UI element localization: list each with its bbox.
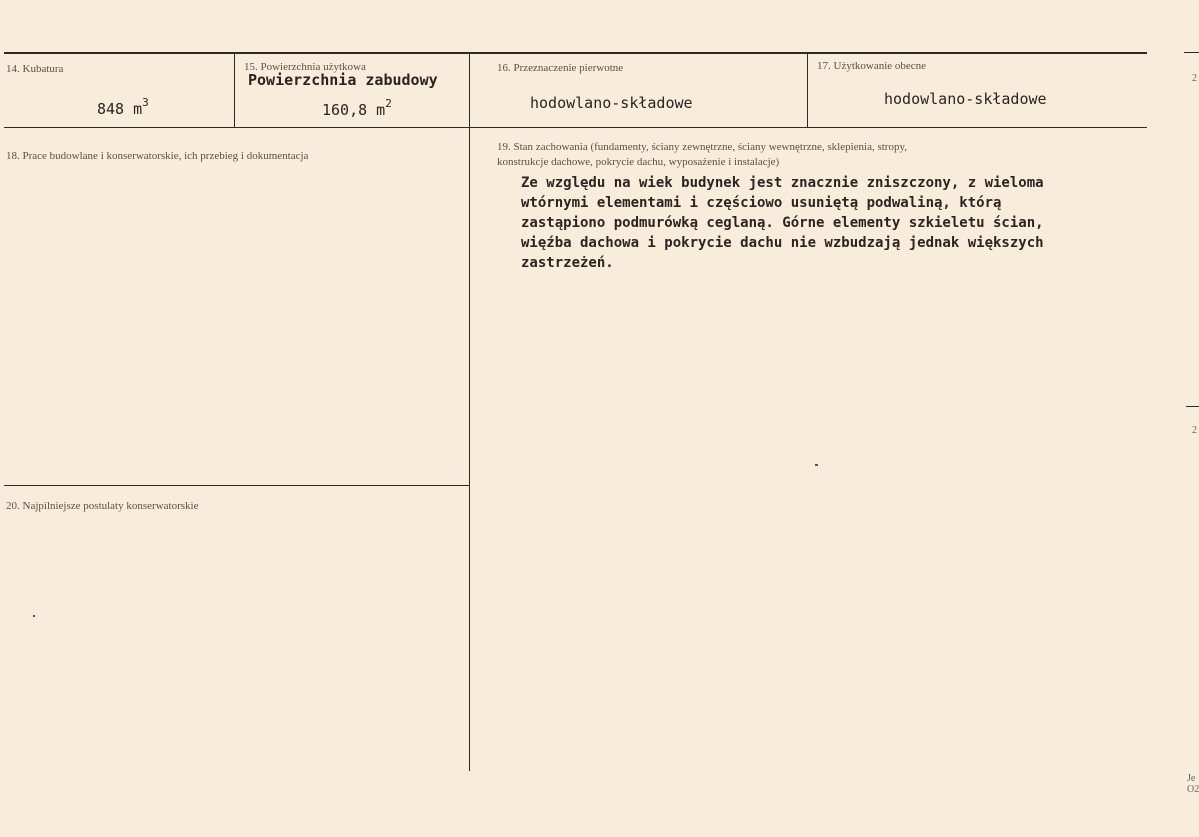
field-15-number: 160,8 m: [322, 101, 386, 119]
field-14-label: 14. Kubatura: [6, 63, 64, 75]
ink-speck: [33, 615, 35, 617]
field-14-value: [97, 96, 149, 118]
field-19-label-line1: 19. Stan zachowania (fundamenty, ściany zewnętrzne, ściany wewnętrzne, sklepienia, stropy,: [497, 141, 908, 153]
field-14-sup: 3: [142, 96, 149, 109]
field-18-label: 18. Prace budowlane i konserwatorskie, ich przebieg i dokumentacja: [6, 150, 309, 162]
field-19-text-line: wtórnymi elementami i częściowo usuniętą podwaliną, którą: [521, 195, 1002, 211]
right-edge-mark-mid: [1186, 406, 1199, 407]
field-19-text-line: więźba dachowa i pokrycie dachu nie wzbudzają jednak większych: [521, 235, 1044, 251]
divider-14-15: [234, 53, 235, 128]
row-rule: [4, 127, 1147, 128]
field-15-sup: 2: [385, 97, 392, 110]
field-15-value: [322, 97, 392, 119]
field-16-value: hodowlano-składowe: [530, 94, 693, 112]
margin-mark: 2: [1192, 73, 1197, 84]
divider-16-17: [807, 53, 808, 128]
field-19-label-line2: konstrukcje dachowe, pokrycie dachu, wyposażenie i instalacje): [497, 156, 780, 168]
field-17-label: 17. Użytkowanie obecne: [817, 60, 927, 72]
field-19-text-line: zastrzeżeń.: [521, 255, 614, 271]
top-rule: [4, 52, 1147, 54]
field-19-text: [521, 173, 1044, 273]
divider-15-16: [469, 53, 470, 771]
field-14-number: 848 m: [97, 100, 143, 118]
field-17-value: hodowlano-składowe: [884, 90, 1047, 108]
field-15-label: 15. Powierzchnia użytkowa: [244, 61, 366, 73]
field-19-text-line: Ze względu na wiek budynek jest znacznie zniszczony, z wieloma: [521, 175, 1044, 191]
field-19-text-line: zastąpiono podmurówką ceglaną. Górne elementy szkieletu ścian,: [521, 215, 1044, 231]
margin-mark: Je: [1187, 773, 1196, 784]
field-20-label: 20. Najpilniejsze postulaty konserwatorskie: [6, 500, 199, 512]
margin-mark: 2: [1192, 425, 1197, 436]
field-15-typed-label: Powierzchnia zabudowy: [248, 71, 438, 89]
field-16-label: 16. Przeznaczenie pierwotne: [497, 62, 624, 74]
ink-speck: [815, 464, 818, 466]
margin-mark: O2: [1187, 784, 1199, 795]
right-edge-mark-top: [1184, 52, 1199, 53]
mid-rule: [4, 485, 470, 486]
